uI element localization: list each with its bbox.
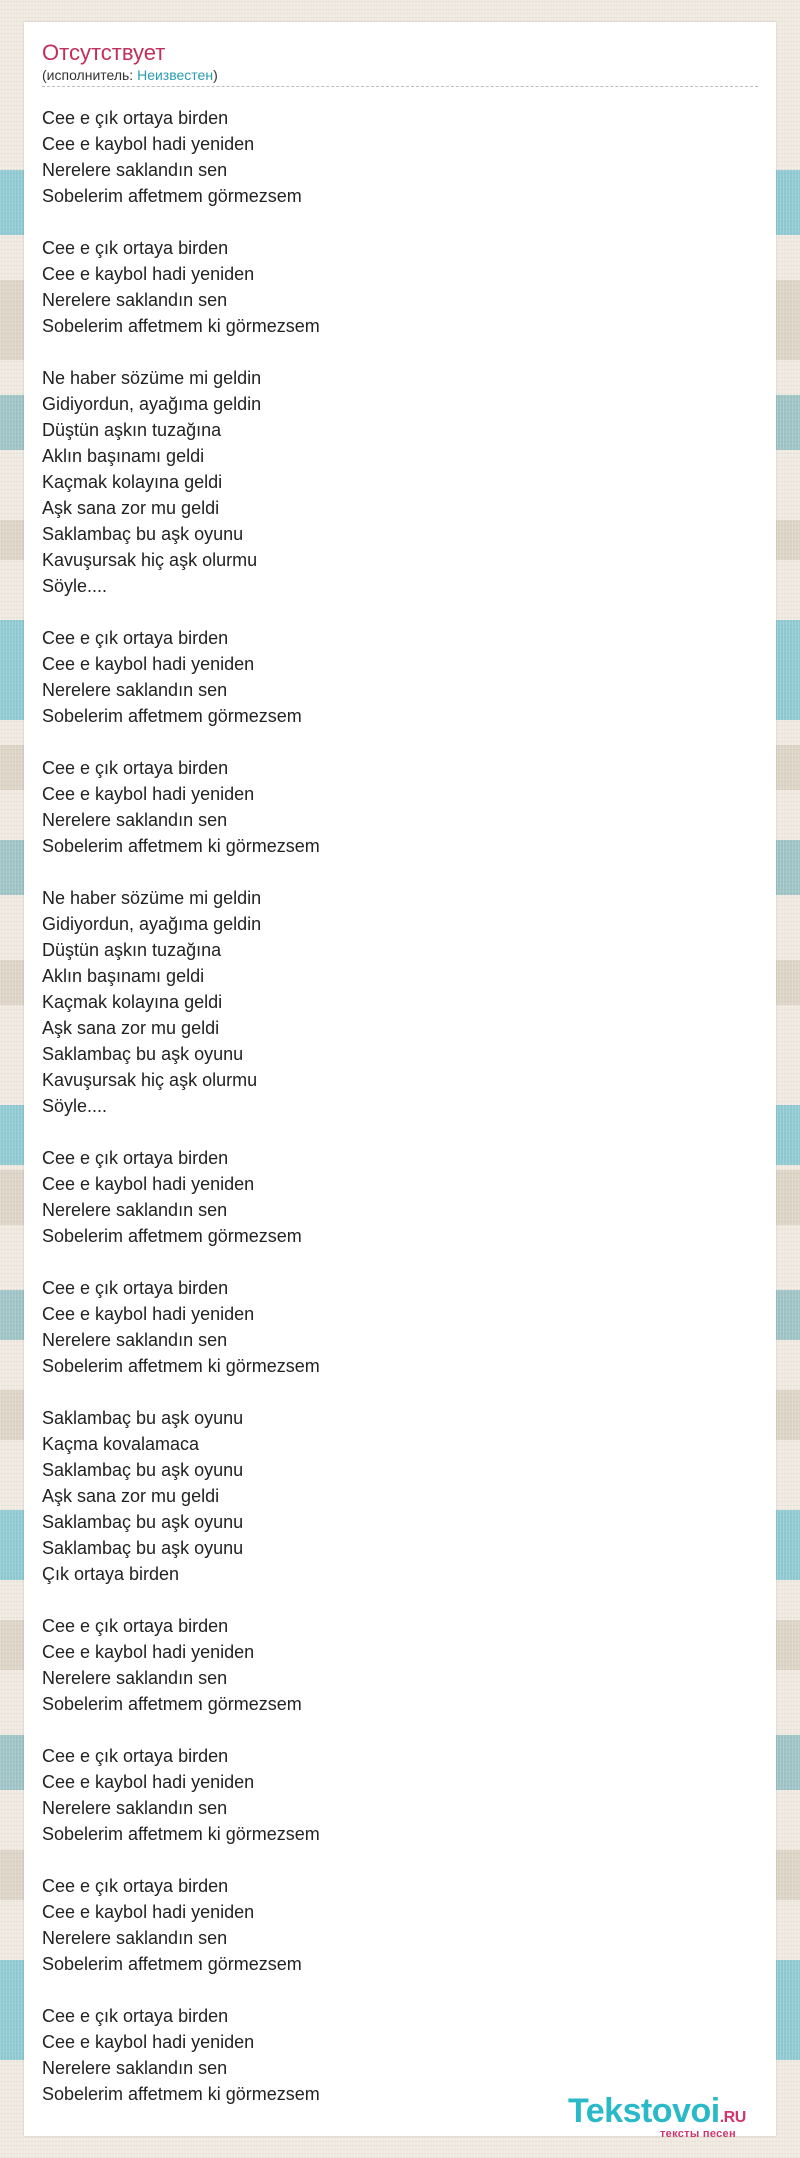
lyric-line: Cee e kaybol hadi yeniden — [42, 654, 255, 674]
lyric-stanza — [42, 1613, 758, 1717]
lyric-line: Cee e çık ortaya birden — [42, 1148, 229, 1168]
lyric-line: Sobelerim affetmem ki görmezsem — [42, 316, 320, 336]
lyric-line: Sobelerim affetmem görmezsem — [42, 186, 302, 206]
lyric-line: Ne haber sözüme mi geldin — [42, 888, 262, 908]
artist-suffix: ) — [213, 67, 218, 83]
logo-tld: .RU — [719, 2109, 746, 2126]
lyric-stanza — [42, 1873, 758, 1977]
lyrics-body — [42, 105, 758, 2133]
song-header — [42, 40, 758, 87]
lyric-line: Sobelerim affetmem ki görmezsem — [42, 1356, 320, 1376]
lyric-line: Sobelerim affetmem ki görmezsem — [42, 2084, 320, 2104]
lyric-line: Nerelere saklandın sen — [42, 680, 228, 700]
lyric-line: Cee e kaybol hadi yeniden — [42, 1642, 255, 1662]
lyric-line: Düştün aşkın tuzağına — [42, 420, 222, 440]
lyric-line: Cee e çık ortaya birden — [42, 1616, 229, 1636]
lyric-line: Söyle.... — [42, 1096, 108, 1116]
lyric-stanza — [42, 755, 758, 859]
lyric-line: Aşk sana zor mu geldi — [42, 1486, 220, 1506]
lyric-line: Sobelerim affetmem görmezsem — [42, 1954, 302, 1974]
lyric-line: Sobelerim affetmem ki görmezsem — [42, 1824, 320, 1844]
lyric-line: Cee e çık ortaya birden — [42, 628, 229, 648]
lyric-line: Nerelere saklandın sen — [42, 1330, 228, 1350]
lyric-line: Saklambaç bu aşk oyunu — [42, 1512, 244, 1532]
lyric-line: Kaçma kovalamaca — [42, 1434, 200, 1454]
lyric-line: Aklın başınamı geldi — [42, 446, 205, 466]
lyric-stanza — [42, 625, 758, 729]
lyric-line: Sobelerim affetmem görmezsem — [42, 1694, 302, 1714]
lyric-stanza — [42, 1405, 758, 1587]
logo-name: Tekstovoi — [568, 2092, 720, 2130]
lyric-line: Cee e kaybol hadi yeniden — [42, 134, 255, 154]
lyric-line: Cee e kaybol hadi yeniden — [42, 264, 255, 284]
lyric-stanza — [42, 235, 758, 339]
lyric-line: Düştün aşkın tuzağına — [42, 940, 222, 960]
lyric-line: Sobelerim affetmem görmezsem — [42, 706, 302, 726]
lyric-line: Aşk sana zor mu geldi — [42, 498, 220, 518]
lyric-line: Kaçmak kolayına geldi — [42, 992, 223, 1012]
lyric-line: Saklambaç bu aşk oyunu — [42, 1460, 244, 1480]
lyric-line: Ne haber sözüme mi geldin — [42, 368, 262, 388]
lyrics-card — [24, 22, 776, 2140]
lyric-line: Saklambaç bu aşk oyunu — [42, 1538, 244, 1558]
lyric-line: Nerelere saklandın sen — [42, 160, 228, 180]
lyric-line: Saklambaç bu aşk oyunu — [42, 524, 244, 544]
lyric-line: Gidiyordun, ayağıma geldin — [42, 914, 262, 934]
artist-line — [42, 66, 758, 84]
lyric-line: Saklambaç bu aşk oyunu — [42, 1408, 244, 1428]
lyric-line: Nerelere saklandın sen — [42, 1928, 228, 1948]
lyric-line: Cee e çık ortaya birden — [42, 758, 229, 778]
logo-tagline: тексты песен — [660, 2128, 736, 2140]
lyric-line: Cee e kaybol hadi yeniden — [42, 784, 255, 804]
lyric-line: Cee e çık ortaya birden — [42, 238, 229, 258]
lyric-line: Cee e kaybol hadi yeniden — [42, 1902, 255, 1922]
lyric-line: Sobelerim affetmem ki görmezsem — [42, 836, 320, 856]
lyric-line: Cee e çık ortaya birden — [42, 108, 229, 128]
lyric-line: Cee e çık ortaya birden — [42, 1876, 229, 1896]
lyric-line: Cee e kaybol hadi yeniden — [42, 1304, 255, 1324]
lyric-line: Söyle.... — [42, 576, 108, 596]
lyric-line: Kavuşursak hiç aşk olurmu — [42, 1070, 258, 1090]
lyric-line: Nerelere saklandın sen — [42, 810, 228, 830]
lyric-line: Saklambaç bu aşk oyunu — [42, 1044, 244, 1064]
lyric-line: Nerelere saklandın sen — [42, 1798, 228, 1818]
lyric-stanza — [42, 365, 758, 599]
lyric-line: Kaçmak kolayına geldi — [42, 472, 223, 492]
lyric-line: Nerelere saklandın sen — [42, 290, 228, 310]
lyric-line: Cee e kaybol hadi yeniden — [42, 2032, 255, 2052]
artist-link[interactable]: Неизвестен — [137, 67, 214, 83]
lyric-line: Cee e çık ortaya birden — [42, 1278, 229, 1298]
lyric-stanza — [42, 1145, 758, 1249]
lyric-line: Gidiyordun, ayağıma geldin — [42, 394, 262, 414]
lyric-line: Çık ortaya birden — [42, 1564, 180, 1584]
artist-prefix: (исполнитель: — [42, 67, 138, 83]
lyric-line: Aklın başınamı geldi — [42, 966, 205, 986]
lyric-stanza — [42, 105, 758, 209]
lyric-line: Kavuşursak hiç aşk olurmu — [42, 550, 258, 570]
lyric-line: Nerelere saklandın sen — [42, 1668, 228, 1688]
lyric-line: Cee e kaybol hadi yeniden — [42, 1174, 255, 1194]
song-title: Отсутствует — [42, 40, 166, 65]
lyric-line: Nerelere saklandın sen — [42, 1200, 228, 1220]
lyric-line: Aşk sana zor mu geldi — [42, 1018, 220, 1038]
lyric-stanza — [42, 1275, 758, 1379]
lyric-line: Cee e kaybol hadi yeniden — [42, 1772, 255, 1792]
lyric-stanza — [42, 885, 758, 1119]
lyric-line: Sobelerim affetmem görmezsem — [42, 1226, 302, 1246]
lyric-stanza — [42, 1743, 758, 1847]
lyric-line: Cee e çık ortaya birden — [42, 1746, 229, 1766]
lyric-line: Nerelere saklandın sen — [42, 2058, 228, 2078]
lyric-line: Cee e çık ortaya birden — [42, 2006, 229, 2026]
site-logo[interactable] — [568, 2094, 798, 2140]
